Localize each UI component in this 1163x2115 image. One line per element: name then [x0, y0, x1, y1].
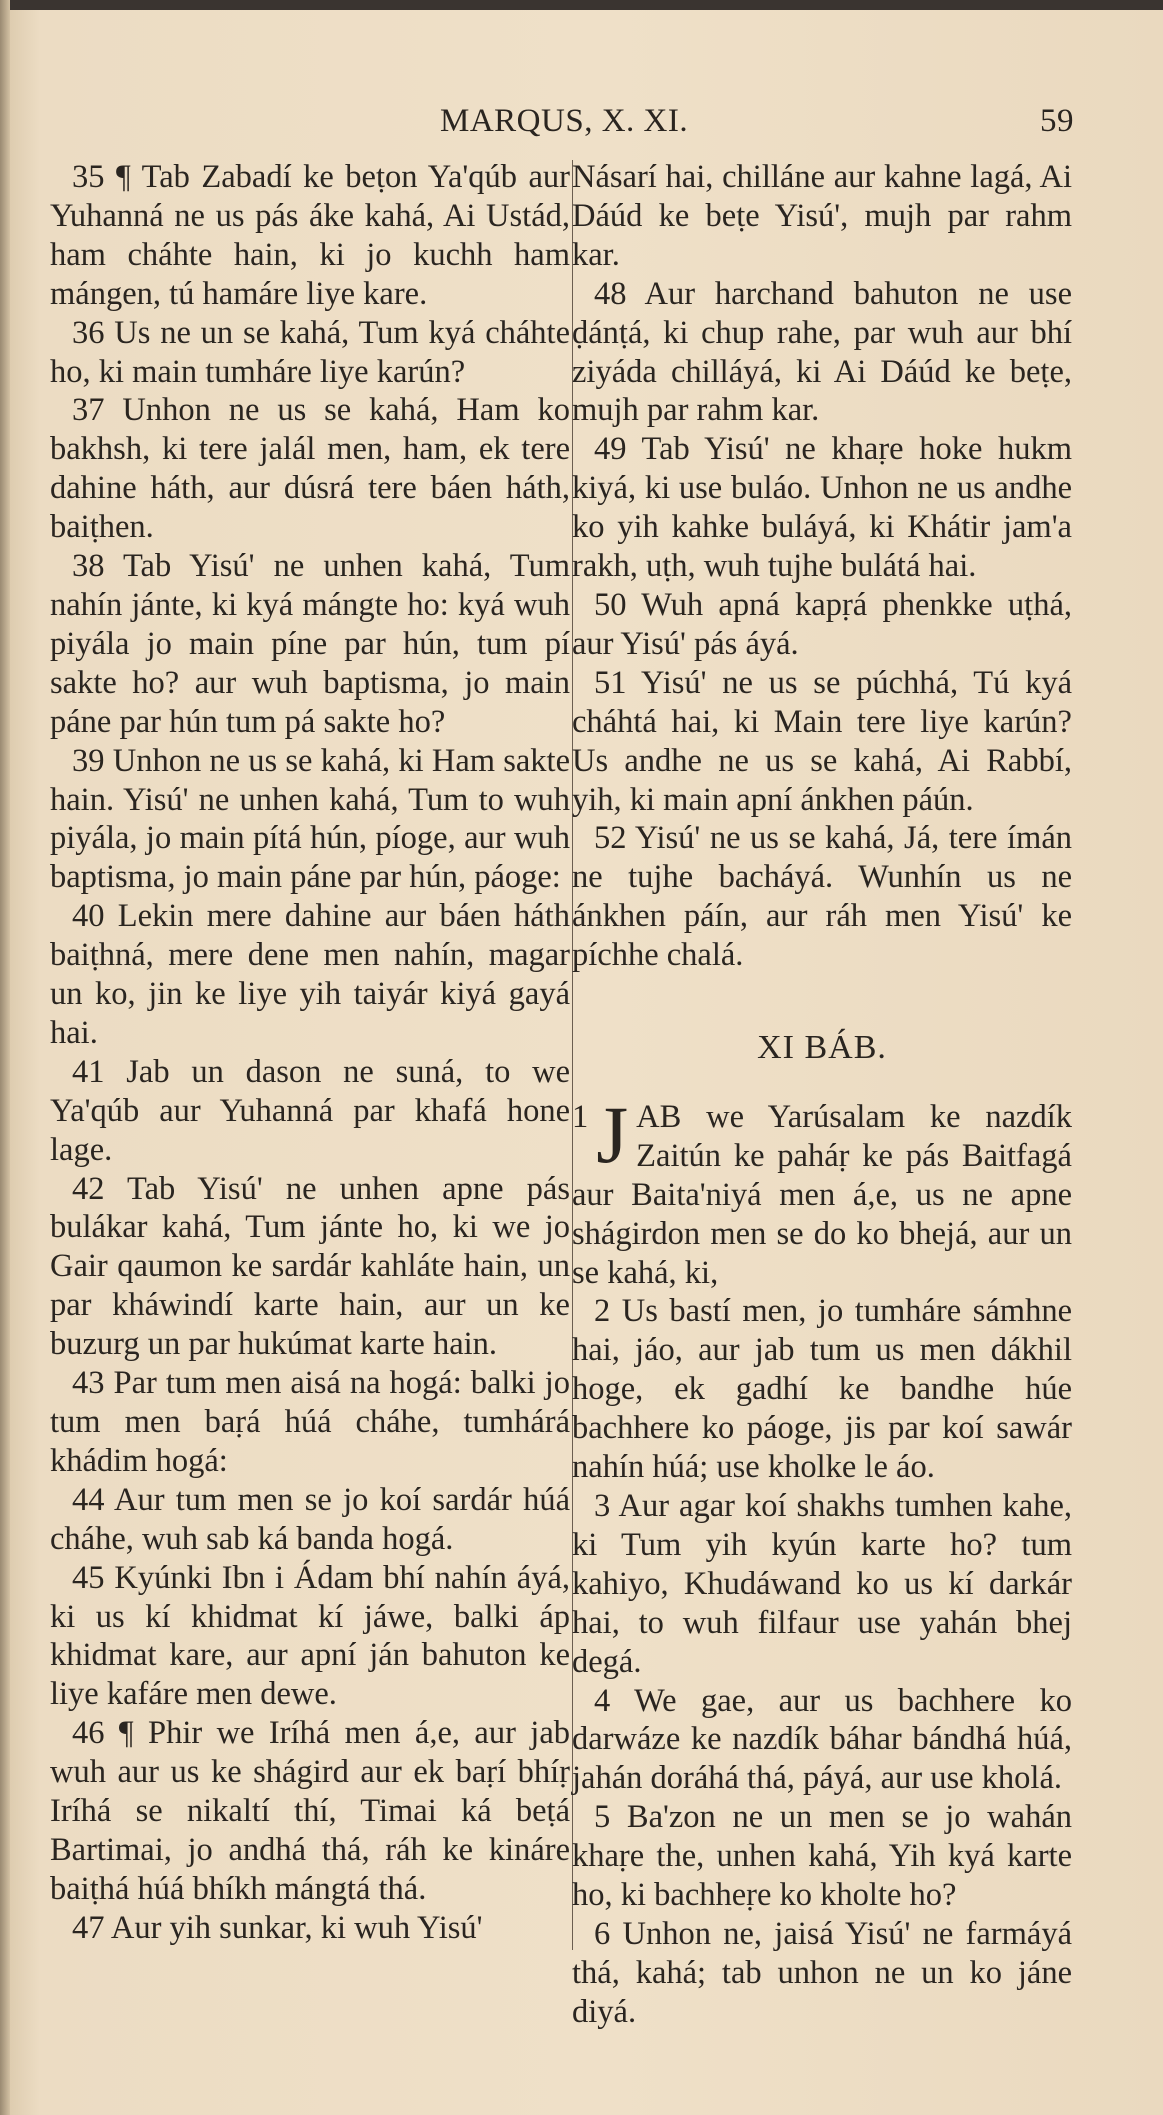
verse: 40 Lekin mere dahine aur báen háth baiṭhná, mere dene men nahín, magar un ko, jin ke liye yih taiyár kiyá gayá hai. — [50, 898, 570, 1051]
verse: 3 Aur agar koí shakhs tumhen kahe, ki Tum yih kyún karte ho? tum kahiyo, Khudáwand ko us kí darkár hai, to wuh filfaur use yahán bhej degá. — [572, 1488, 1072, 1680]
verse: 48 Aur harchand bahuton ne use ḍánṭá, ki chup rahe, par wuh aur bhí ziyáda chilláyá, ki Ai Dáúd ke beṭe, mujh par rahm kar. — [572, 275, 1072, 429]
verse: 35 ¶ Tab Zabadí ke beṭon Ya'qúb aur Yuhanná ne us pás áke kahá, Ai Ustád, ham cháhte hain, ki jo kuchh ham mángen, tú hamáre liye kare. — [50, 159, 570, 312]
verse: 42 Tab Yisú' ne unhen apne pás bulákar kahá, Tum jánte ho, ki we jo Gair qaumon ke sardár kahláte hain, un par kháwindí karte hain, aur un ke buzurg un par hukúmat karte hain. — [50, 1170, 570, 1363]
scan-top-band — [0, 0, 1163, 10]
verse: 2 Us bastí men, jo tumháre sámhne hai, jáo, aur jab tum us men dákhil hoge, ek gadhí ke bandhe húe bachhere ko páoge, jis par koí sawár nahín húá; use kholke le áo. — [572, 1293, 1073, 1486]
chapter-heading: XI BÁB. — [757, 1029, 887, 1067]
verse: 6 Unhon ne, jaisá Yisú' ne farmáyá thá, kahá; tab unhon ne un ko jáne diyá. — [572, 1915, 1072, 2030]
running-title: MARQUS, X. XI. — [440, 103, 689, 139]
verse: 45 Kyúnki Ibn i Ádam bhí nahín áyá, ki us kí khidmat kí jáwe, balki áp khidmat kare, aur apní ján bahuton ke liye kafáre men dewe. — [50, 1559, 570, 1713]
chapter-first-verse — [572, 1088, 1072, 1293]
verse: 39 Unhon ne us se kahá, ki Ham sakte hain. Yisú' ne unhen kahá, Tum to wuh piyála, jo main pítá hún, píoge, aur wuh baptisma, jo main páne par hún, páoge: — [50, 742, 571, 896]
verse: 38 Tab Yisú' ne unhen kahá, Tum nahín jánte, ki kyá mángte ho: kyá wuh piyála jo main píne par hún, tum pí sakte ho? aur wuh baptisma, jo main páne par hún tum pá sakte ho? — [50, 548, 570, 740]
verse: 4 We gae, aur us bachhere ko darwáze ke nazdík báhar bándhá húá, jahán doráhá thá, páyá, aur use kholá. — [572, 1682, 1072, 1797]
verse: 36 Us ne un se kahá, Tum kyá cháhte ho, ki main tumháre liye karún? — [50, 314, 571, 390]
verse: 37 Unhon ne us se kahá, Ham ko bakhsh, ki tere jalál men, ham, ek tere dahine háth, aur dúsrá tere báen háth, baiṭhen. — [50, 392, 570, 546]
verse: 49 Tab Yisú' ne khaṛe hoke hukm kiyá, ki use buláo. Unhon ne us andhe ko yih kahke buláyá, ki Khátir jam'a rakh, uṭh, wuh tujhe bulátá hai. — [572, 431, 1072, 585]
verse: 52 Yisú' ne us se kahá, Já, tere ímán ne tujhe bacháyá. Wunhín us ne ánkhen páín, aur ráh men Yisú' ke píchhe chalá. — [572, 820, 1072, 974]
verse: 50 Wuh apná kapṛá phenkke uṭhá, aur Yisú' pás áyá. — [572, 586, 1072, 662]
verse: 51 Yisú' ne us se púchhá, Tú kyá cháhtá hai, ki Main tere liye karún? Us andhe ne us se kahá, Ai Rabbí, yih, ki main apní ánkhen páún. — [572, 664, 1073, 818]
verse-continuation: Násarí hai, chilláne aur kahne lagá, Ai Dáúd ke beṭe Yisú', mujh par rahm kar. — [572, 159, 1072, 273]
verse-text: AB we Yarúsalam ke nazdík Zaitún ke paháṛ ke pás Baitfagá aur Baita'niyá men á,e, us ne apne shágirdon men se do ko bhejá, aur un se kahá, ki, — [572, 1098, 1072, 1291]
drop-cap: J — [596, 1088, 629, 1180]
running-header — [0, 103, 1163, 143]
verse-number: 1 — [572, 1098, 589, 1135]
verse: 47 Aur yih sunkar, ki wuh Yisú' — [72, 1909, 483, 1946]
verse: 5 Ba'zon ne un men se jo wahán khaṛe the, unhen kahá, Yih kyá karte ho, ki bachheṛe ko kholte ho? — [572, 1799, 1073, 1914]
left-column — [50, 158, 570, 1948]
verse: 41 Jab un dason ne suná, to we Ya'qúb aur Yuhanná par khafá hone lage. — [50, 1053, 570, 1168]
verse: 46 ¶ Phir we Iríhá men á,e, aur jab wuh aur us ke shágird aur ek baṛí bhíṛ Iríhá se nikaltí thí, Timai ká beṭá Bartimai, jo andhá thá, ráh ke kináre baiṭhá húá bhíkh mángtá thá. — [50, 1715, 570, 1907]
verse: 43 Par tum men aisá na hogá: balki jo tum men baṛá húá cháhe, tumhárá khádim hogá: — [50, 1365, 570, 1479]
right-column — [572, 158, 1072, 2032]
page-number: 59 — [1040, 103, 1074, 139]
verse: 44 Aur tum men se jo koí sardár húá cháhe, wuh sab ká banda hogá. — [50, 1481, 570, 1557]
page-binding-edge — [0, 0, 10, 2115]
